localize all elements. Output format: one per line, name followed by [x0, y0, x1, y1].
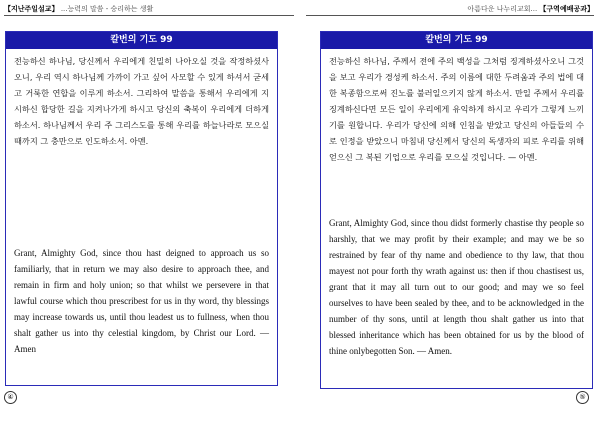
left-english-prayer: Grant, Almighty God, since thou hast deigned to approach us so familiarly, that in return we may also desire to approach thee, and remain in firm and holy union; so that whilst we persevere in that lawful course which thou prescribest for us in thy word, thy blessings may increase towards us, until thou leadest us to fullness, when thou shalt gather us into thy celestial kingdom, by Christ our Lord. — Amen	[14, 248, 269, 354]
left-header-divider	[4, 15, 294, 16]
left-header-main: 【지난주일설교】	[4, 5, 59, 13]
left-prayer-title: 칼번의 기도 99	[6, 32, 277, 49]
right-header-main: 【구역예배공과】	[539, 5, 594, 13]
right-header	[467, 4, 594, 14]
left-header	[4, 4, 153, 14]
right-prayer-title: 칼번의 기도 99	[321, 32, 592, 49]
right-header-sub: 아름다운 나누리교회...	[467, 5, 538, 13]
left-header-sub: ...능력의 말씀 - 승리하는 생활	[60, 5, 154, 13]
right-page-number: ⑤	[576, 391, 589, 404]
left-korean-prayer: 전능하신 하나님, 당신께서 우리에게 친밀히 나아오실 것을 작정하셨사오니, 우리 역시 하나님께 가까이 가고 싶어 사모할 수 있게 하셔서 굳세고 거룩한 연합을 이루게 하소서. 그리하여 말씀을 통해서 우리에게 지시하신 합당한 길을 지켜나가게 하시고 당신의 축복이 우리에게 더하게 하소서. 하나님께서 우리 주 그리스도를 통해 우리를 하늘나라로 모으실 때까지 그 충만으로 인도하소서. 아멘.	[14, 56, 269, 146]
left-page-number: ④	[4, 391, 17, 404]
right-prayer-box	[320, 31, 593, 389]
right-page	[300, 0, 600, 424]
left-prayer-box	[5, 31, 278, 386]
right-header-divider	[306, 15, 594, 16]
right-english-prayer: Grant, Almighty God, since thou didst formerly chastise thy people so harshly, that we may profit by their example; and may we be so restrained by fear of thy name and obedience to thy law, that thou mayest not pour forth thy wrath against us: then if thou chastisest us, grant that it may all turn out to our good; and may we so feel ourselves to have been sealed by thee, and to be acknowledged in the number of thy sons, until at length thou shalt gather us into that blessed inheritance which has been obtained for us by the blood of thine onlybegotten Son. — Amen.	[329, 218, 584, 356]
right-korean-prayer: 전능하신 하나님, 주께서 전에 주의 백성을 그처럼 징계하셨사오니 그것을 보고 우리가 경성케 하소서. 주의 이름에 대한 두려움과 주의 법에 대한 복종함으로써 진노를 불러일으키지 않게 하소서. 만일 주께서 우리를 징계하신다면 모든 일이 우리에게 유익하게 하시고 우리가 그렇게 느끼기를 원합니다. 우리가 당신에 의해 인침을 받았고 당신의 아들들의 수로 인정을 받았으니 마침내 당신께서 당신의 독생자의 피로 우리를 위해 얻으신 그 복된 기업으로 우리를 모으실 것입니다. — 아멘.	[329, 56, 584, 162]
